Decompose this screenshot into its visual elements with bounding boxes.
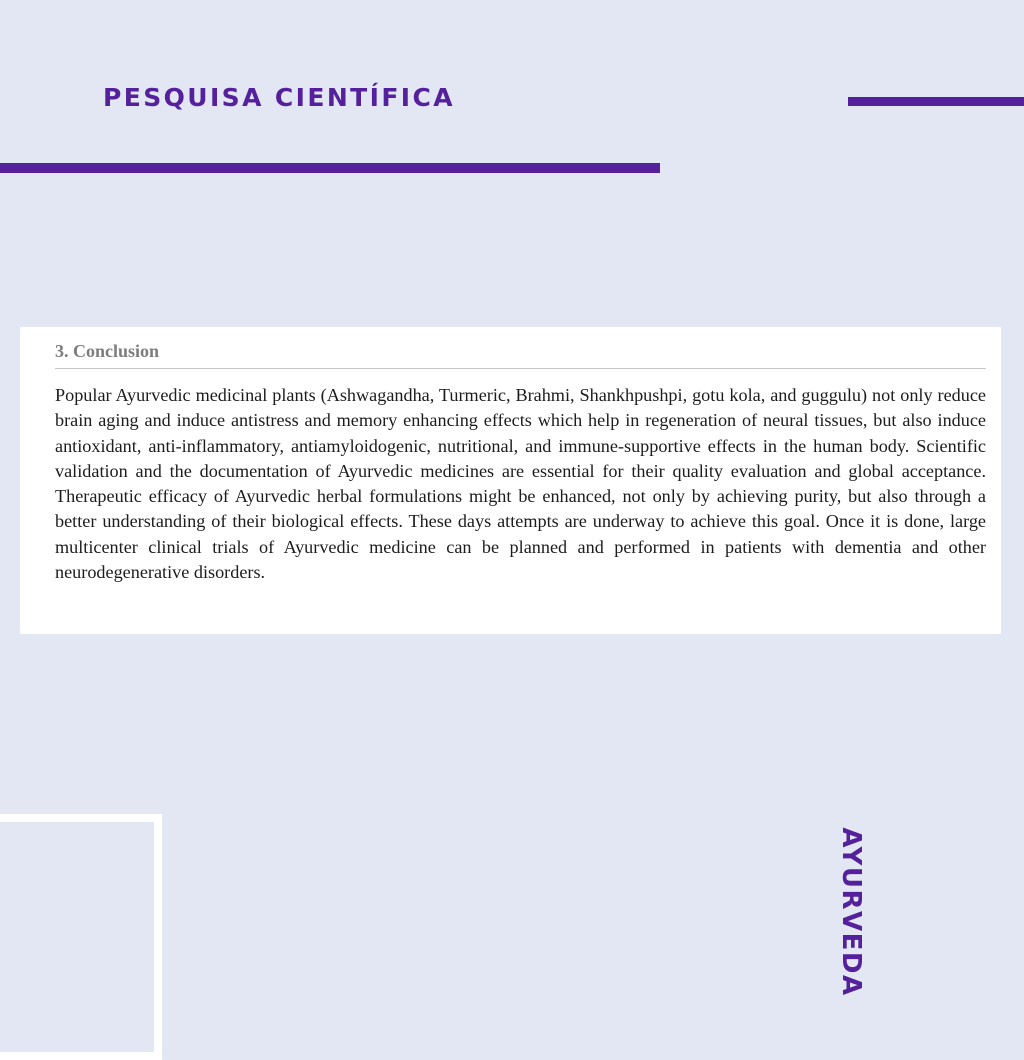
page-title: PESQUISA CIENTÍFICA [103, 83, 455, 112]
decorative-frame [0, 814, 162, 1060]
section-heading: 3. Conclusion [55, 341, 160, 361]
section-body-text: Popular Ayurvedic medicinal plants (Ashwagandha, Turmeric, Brahmi, Shankhpushpi, gotu kola, and guggulu) not only reduce brain aging and induce antistress and memory enhancing effects which help in regeneration of neural tissues, but also induce antioxidant, anti-inflammatory, antiamyloidogenic, nutritional, and immune-supportive effects in the human body. Scientific validation and the documentation of Ayurvedic medicines are essential for their quality evaluation and global acceptance. Therapeutic efficacy of Ayurvedic herbal formulations might be enhanced, not only by achieving purity, but also through a better understanding of their biological effects. These days attempts are underway to achieve this goal. Once it is done, large multicenter clinical trials of Ayurvedic medicine can be planned and performed in patients with dementia and other neurodegenerative disorders. [55, 385, 986, 583]
paper-excerpt-card [20, 327, 1001, 634]
accent-rule-top-right [848, 97, 1024, 106]
vertical-side-label: AYURVEDA [836, 827, 866, 997]
accent-rule-left [0, 163, 660, 173]
heading-divider [55, 368, 986, 369]
